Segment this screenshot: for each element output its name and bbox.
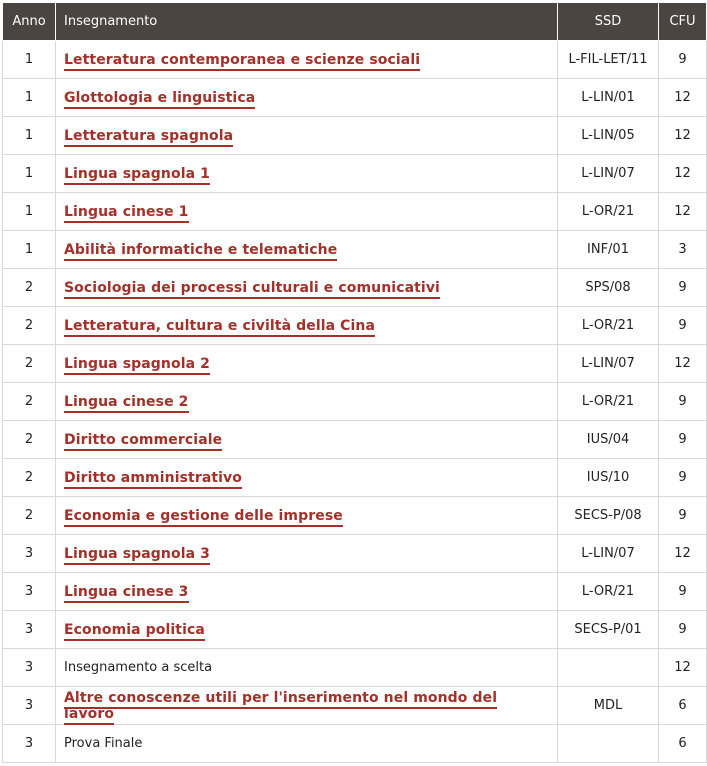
course-link[interactable]: Diritto amministrativo <box>64 470 242 489</box>
cell-anno: 2 <box>3 345 56 383</box>
course-link[interactable]: Abilità informatiche e telematiche <box>64 242 337 261</box>
cell-cfu: 9 <box>659 383 707 421</box>
cell-insegnamento <box>56 725 558 763</box>
cell-insegnamento <box>56 79 558 117</box>
cell-cfu: 9 <box>659 421 707 459</box>
course-link[interactable]: Diritto commerciale <box>64 432 222 451</box>
cell-anno: 2 <box>3 307 56 345</box>
cell-ssd: L-FIL-LET/11 <box>558 41 659 79</box>
cell-ssd: L-LIN/01 <box>558 79 659 117</box>
cell-ssd <box>558 725 659 763</box>
cell-cfu: 9 <box>659 41 707 79</box>
cell-ssd: IUS/10 <box>558 459 659 497</box>
table-row <box>3 725 707 763</box>
cell-ssd: INF/01 <box>558 231 659 269</box>
cell-cfu: 12 <box>659 345 707 383</box>
course-link[interactable]: Letteratura spagnola <box>64 128 233 147</box>
cell-anno: 2 <box>3 269 56 307</box>
cell-anno: 3 <box>3 573 56 611</box>
courses-table <box>2 2 707 763</box>
table-row <box>3 307 707 345</box>
cell-insegnamento <box>56 611 558 649</box>
course-link[interactable]: Glottologia e linguistica <box>64 90 255 109</box>
table-row <box>3 79 707 117</box>
cell-insegnamento <box>56 383 558 421</box>
cell-cfu: 9 <box>659 307 707 345</box>
cell-anno: 1 <box>3 41 56 79</box>
cell-anno: 1 <box>3 79 56 117</box>
course-link[interactable]: Altre conoscenze utili per l'inserimento nel mondo del lavoro <box>64 690 497 725</box>
cell-insegnamento <box>56 269 558 307</box>
table-row <box>3 535 707 573</box>
course-link[interactable]: Lingua cinese 1 <box>64 204 189 223</box>
cell-anno: 3 <box>3 687 56 725</box>
table-row <box>3 155 707 193</box>
table-row <box>3 649 707 687</box>
table-body <box>3 41 707 763</box>
cell-insegnamento <box>56 649 558 687</box>
course-name: Insegnamento a scelta <box>64 660 213 675</box>
table-row <box>3 611 707 649</box>
cell-ssd: L-LIN/05 <box>558 117 659 155</box>
cell-anno: 1 <box>3 117 56 155</box>
cell-cfu: 9 <box>659 269 707 307</box>
course-link[interactable]: Lingua spagnola 1 <box>64 166 210 185</box>
cell-ssd <box>558 649 659 687</box>
cell-insegnamento <box>56 345 558 383</box>
cell-ssd: L-OR/21 <box>558 383 659 421</box>
cell-ssd: MDL <box>558 687 659 725</box>
cell-ssd: L-OR/21 <box>558 573 659 611</box>
table-header-row <box>3 3 707 41</box>
cell-cfu: 12 <box>659 535 707 573</box>
table-row <box>3 573 707 611</box>
cell-ssd: SECS-P/01 <box>558 611 659 649</box>
cell-anno: 1 <box>3 231 56 269</box>
cell-anno: 3 <box>3 535 56 573</box>
cell-insegnamento <box>56 535 558 573</box>
cell-insegnamento <box>56 155 558 193</box>
table-row <box>3 231 707 269</box>
cell-ssd: SPS/08 <box>558 269 659 307</box>
table-row <box>3 497 707 535</box>
cell-ssd: L-LIN/07 <box>558 345 659 383</box>
course-name: Prova Finale <box>64 736 143 751</box>
cell-anno: 1 <box>3 155 56 193</box>
table-row <box>3 41 707 79</box>
table-row <box>3 269 707 307</box>
cell-insegnamento <box>56 573 558 611</box>
course-link[interactable]: Letteratura, cultura e civiltà della Cina <box>64 318 375 337</box>
table-row <box>3 383 707 421</box>
table-row <box>3 345 707 383</box>
table-row <box>3 117 707 155</box>
cell-anno: 3 <box>3 611 56 649</box>
cell-ssd: L-OR/21 <box>558 193 659 231</box>
cell-ssd: L-LIN/07 <box>558 535 659 573</box>
cell-anno: 2 <box>3 497 56 535</box>
cell-cfu: 12 <box>659 155 707 193</box>
cell-cfu: 9 <box>659 459 707 497</box>
cell-cfu: 12 <box>659 79 707 117</box>
cell-insegnamento <box>56 193 558 231</box>
cell-anno: 1 <box>3 193 56 231</box>
cell-anno: 3 <box>3 649 56 687</box>
table-row <box>3 193 707 231</box>
cell-insegnamento <box>56 497 558 535</box>
course-link[interactable]: Economia e gestione delle imprese <box>64 508 343 527</box>
cell-anno: 3 <box>3 725 56 763</box>
cell-anno: 2 <box>3 459 56 497</box>
cell-insegnamento <box>56 117 558 155</box>
course-link[interactable]: Economia politica <box>64 622 205 641</box>
cell-ssd: L-OR/21 <box>558 307 659 345</box>
table-row <box>3 687 707 725</box>
cell-insegnamento <box>56 231 558 269</box>
course-link[interactable]: Lingua spagnola 3 <box>64 546 210 565</box>
course-link[interactable]: Letteratura contemporanea e scienze sociali <box>64 52 420 71</box>
course-link[interactable]: Lingua cinese 3 <box>64 584 189 603</box>
cell-insegnamento <box>56 307 558 345</box>
table-row <box>3 421 707 459</box>
cell-ssd: L-LIN/07 <box>558 155 659 193</box>
cell-cfu: 6 <box>659 687 707 725</box>
course-link[interactable]: Lingua spagnola 2 <box>64 356 210 375</box>
header-cfu: CFU <box>659 3 707 41</box>
cell-cfu: 9 <box>659 573 707 611</box>
course-link[interactable]: Sociologia dei processi culturali e comunicativi <box>64 280 440 299</box>
header-anno: Anno <box>3 3 56 41</box>
cell-insegnamento <box>56 687 558 725</box>
table-row <box>3 459 707 497</box>
cell-insegnamento <box>56 41 558 79</box>
cell-anno: 2 <box>3 421 56 459</box>
header-insegnamento: Insegnamento <box>56 3 558 41</box>
header-ssd: SSD <box>558 3 659 41</box>
cell-cfu: 9 <box>659 611 707 649</box>
cell-cfu: 9 <box>659 497 707 535</box>
cell-cfu: 6 <box>659 725 707 763</box>
cell-cfu: 12 <box>659 117 707 155</box>
cell-insegnamento <box>56 421 558 459</box>
cell-cfu: 3 <box>659 231 707 269</box>
cell-cfu: 12 <box>659 193 707 231</box>
cell-ssd: SECS-P/08 <box>558 497 659 535</box>
cell-cfu: 12 <box>659 649 707 687</box>
cell-ssd: IUS/04 <box>558 421 659 459</box>
cell-insegnamento <box>56 459 558 497</box>
course-link[interactable]: Lingua cinese 2 <box>64 394 189 413</box>
cell-anno: 2 <box>3 383 56 421</box>
